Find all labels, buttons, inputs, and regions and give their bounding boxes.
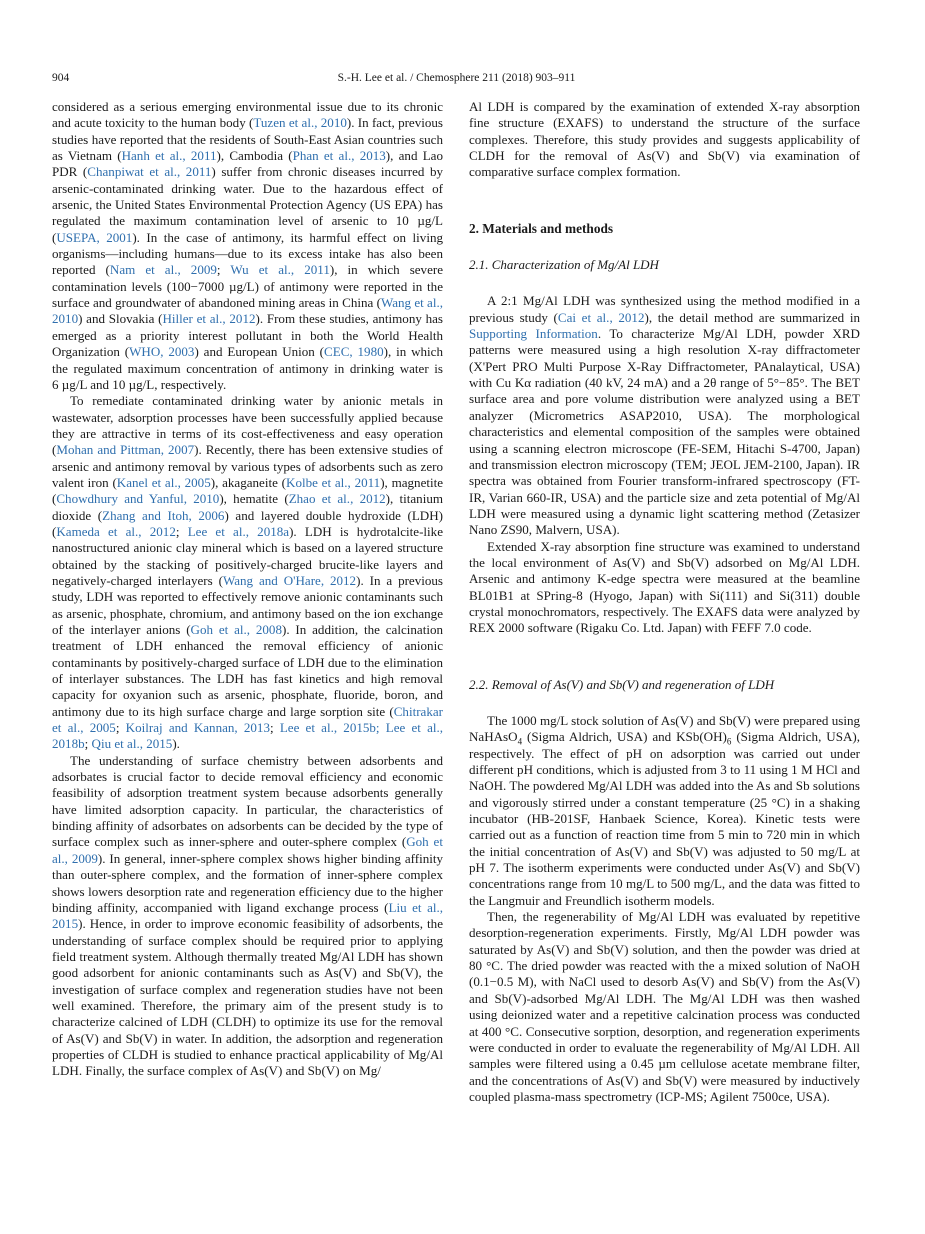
- citation-link[interactable]: Wang and O'Hare, 2012: [222, 572, 357, 588]
- citation-link[interactable]: CEC, 1980: [324, 344, 384, 360]
- citation-link[interactable]: Goh et al., 2009: [52, 834, 443, 866]
- running-title: S.-H. Lee et al. / Chemosphere 211 (2018) 903–911: [337, 72, 576, 84]
- paragraph: Extended X-ray absorption fine structure was examined to understand the local environment of As(V) and Sb(V) adsorbed on Mg/Al LDH. Arsenic and antimony K-edge spectra were measured at the beamline BL01B1 at SPring-8 (Hyogo, Japan) with Si(111) and Si(311) double crystal monochromators, respectively. The EXAFS data were analyzed by REX 2000 software (Rigaku Co. Ltd. Japan) with FEFF 7.0 code.: [469, 538, 860, 636]
- citation-link[interactable]: Liu et al., 2015: [52, 899, 444, 932]
- paragraph: To remediate contaminated drinking water by anionic metals in wastewater, adsorption processes have been successfully applied because they are attractive in terms of its cost-effectiveness and easy operation (Mohan and Pittman, 2007). Recently, there has been extensive studies of arsenic and antimony removal by various types of adsorbents such as zero valent iron (Kanel et al., 2005), akaganeite (Kolbe et al., 2011), magnetite (Chowdhury and Yanful, 2010), hematite (Zhao et al., 2012), titanium dioxide (Zhang and Itoh, 2006) and layered double hydroxide (LDH) (Kameda et al., 2012; Lee et al., 2018a). LDH is hydrotalcite-like nanostructured anionic clay mineral which is based on a layered structure obtained by the stacking of positively-charged brucite-like layers and negatively-charged interlayers (Wang and O'Hare, 2012). In a previous study, LDH was reported to effectively remove anionic contaminants such as arsenic, phosphate, chromium, and antimony based on the ion exchange of the interlayer anions (Goh et al., 2008). In addition, the calcination treatment of LDH enhanced the removal efficiency of anionic contaminants by positively-charged surface of LDH due to the elimination of interlayer substances. The LDH has fast kinetics and high removal capacity for oxyanion such as arsenic, phosphate, fluoride, boron, and antimony due to its high surface charge and large sorption site (Chitrakar et al., 2005; Koilraj and Kannan, 2013; Lee et al., 2015b; Lee et al., 2018b; Qiu et al., 2015).: [52, 393, 444, 752]
- citation-link[interactable]: Chitrakar et al., 2005: [52, 703, 443, 736]
- supporting-information-link[interactable]: Supporting Information: [469, 326, 598, 342]
- paragraph: considered as a serious emerging environmental issue due to its chronic and acute toxicity to the human body (Tuzen et al., 2010). In fact, previous studies have reported that the residents of South-East Asian countries such as Vietnam (Hanh et al., 2011), Cambodia (Phan et al., 2013), and Lao PDR (Chanpiwat et al., 2011) suffer from chronic diseases incurred by arsenic-contaminated drinking water. Due to the hazardous effect of arsenic, the United States Environmental Protection Agency (US EPA) has regulated the maximum contamination level of arsenic to 10 µg/L (USEPA, 2001). In the case of antimony, its harmful effect on living organisms—including humans—due to its excess intake has also been reported (Nam et al., 2009; Wu et al., 2011), in which severe contamination levels (100−7000 µg/L) of antimony were reported in the surface and groundwater of abandoned mining areas in China (Wang et al., 2010) and Slovakia (Hiller et al., 2012). From these studies, antimony has emerged as a priority interest pollutant in both the World Health Organization (WHO, 2003) and European Union (CEC, 1980), in which the regulated maximum concentration of antimony in drinking water is 6 µg/L and 10 µg/L, respectively.: [52, 99, 444, 392]
- citation-link[interactable]: Wang et al., 2010: [52, 295, 443, 327]
- paragraph: The understanding of surface chemistry between adsorbents and adsorbates is crucial factor to decide removal efficiency and economic feasibility of adsorption treatment system because adsorbents generally have limited adsorption capacity. In particular, the characteristics of binding affinity of adsorbates on adsorbents can be decided by the type of surface complex such as inner-sphere and outer-sphere complex (Goh et al., 2009). In general, inner-sphere complex shows higher binding affinity than outer-sphere complex, and the formation of inner-sphere complex shows lowers desorption rate and regeneration efficiency due to the higher binding affinity, accompanied with ligand exchange process (Liu et al., 2015). Hence, in order to improve economic feasibility of adsorbents, the understanding of surface complex should be required prior to applying field treatment system. Although thermally treated Mg/Al LDH has shown good adsorbent for anionic contaminants such as As(V) and Sb(V), the investigation of surface complex and regeneration studies have not been well examined. Therefore, the primary aim of the present study is to characterize calcined of LDH (CLDH) to optimize its use for the removal of As(V) and Sb(V) in water. In addition, the adsorption and regeneration properties of CLDH is studied to enhance practical applicability of Mg/Al LDH. Finally, the surface complex of As(V) and Sb(V) on Mg/: [52, 752, 444, 1079]
- citation-link[interactable]: Chanpiwat et al., 2011: [87, 164, 212, 180]
- right-column: [469, 99, 860, 1105]
- citation-link[interactable]: Kameda et al., 2012: [56, 523, 176, 539]
- citation-link[interactable]: Chowdhury and Yanful, 2010: [56, 491, 220, 507]
- citation-link[interactable]: Cai et al., 2012: [557, 309, 645, 325]
- citation-link[interactable]: Mohan and Pittman, 2007: [56, 442, 195, 458]
- citation-link[interactable]: Lee et al., 2018a: [187, 523, 290, 539]
- citation-link[interactable]: Zhang and Itoh, 2006: [102, 507, 225, 523]
- citation-link[interactable]: USEPA, 2001: [56, 229, 133, 245]
- citation-link[interactable]: Qiu et al., 2015: [91, 736, 173, 752]
- citation-link[interactable]: Kanel et al., 2005: [116, 474, 211, 490]
- citation-link[interactable]: Goh et al., 2008: [190, 622, 282, 637]
- section-heading: 2. Materials and methods: [469, 220, 614, 236]
- subsection-heading: 2.2. Removal of As(V) and Sb(V) and regeneration of LDH: [469, 676, 775, 692]
- citation-link[interactable]: Lee et al., 2015b; Lee et al., 2018b: [52, 720, 444, 752]
- citation-link[interactable]: Nam et al., 2009: [109, 262, 217, 278]
- citation-link[interactable]: Hanh et al., 2011: [121, 148, 217, 164]
- citation-link[interactable]: Kolbe et al., 2011: [286, 474, 381, 490]
- paragraph: A 2:1 Mg/Al LDH was synthesized using the method modified in a previous study (Cai et al., 2012), the detail method are summarized in Supporting Information. To characterize Mg/Al LDH, powder XRD patterns were measured using a high resolution X-ray diffractometer (X'Pert PRO Multi Purpose X-Ray Diffractometer, PAnalaytical, USA) with Cu Kα radiation (40 kV, 24 mA) and a 2θ range of 5°−85°. The BET surface area and pore volume distribution were analyzed using a BET analyzer (Micrometrics ASAP2010, USA). The morphological characteristics and elemental composition of the samples were obtained using a scanning electron microscope (FE-SEM, Hitachi S-4700, Japan) and transmission electron microscopy (TEM; JEOL JEM-2100, Japan). IR spectra was obtained from Fourier transform-infrared spectroscopy (FT-IR, Varian 660-IR, USA) and the particle size and zeta potential of Mg/Al LDH were measured using a dynamic light scattering method (Zetasizer Nano ZS90, Malvern, USA).: [469, 293, 860, 538]
- paragraph: Al LDH is compared by the examination of extended X-ray absorption fine structure (EXAFS) to understand the structure of the surface complexes. Therefore, this study provides and suggests applicability of CLDH for the removal of As(V) and Sb(V) via examination of comparative surface complex formation.: [469, 99, 860, 180]
- paragraph: Then, the regenerability of Mg/Al LDH was evaluated by repetitive desorption-regeneration experiments. Firstly, Mg/Al LDH powder was saturated by As(V) and Sb(V) solution, and then the powder was dried at 80 °C. The dried powder was reacted with the a mixed solution of NaOH (0.1−0.5 M), with NaCl used to desorb As(V) and Sb(V) from the As(V) and Sb(V)-adsorbed Mg/Al LDH. The Mg/Al LDH was then washed using deionized water and a repetitive calcination process was conducted at 400 °C. Consecutive sorption, desorption, and regeneration experiments were conducted in order to evaluate the regenerability of Mg/Al LDH. All samples were filtered using a 0.45 µm cellulose acetate membrane filter, and the concentrations of As(V) and Sb(V) were measured by inductively coupled plasma-mass spectrometry (ICP-MS; Agilent 7500ce, USA).: [469, 909, 860, 1104]
- page-number: 904: [52, 72, 70, 84]
- citation-link[interactable]: Tuzen et al., 2010: [253, 115, 347, 131]
- subsection-heading: 2.1. Characterization of Mg/Al LDH: [469, 257, 659, 273]
- paragraph: The 1000 mg/L stock solution of As(V) and Sb(V) were prepared using NaHAsO$_4$ (Sigma Aldrich, USA) and $KSb(OH)_6$ (Sigma Aldrich, USA), respectively. The effect of pH on adsorption was carried out under different pH conditions, which is adjusted from 3 to 11 using 1 M HCl and NaOH. The powdered Mg/Al LDH was added into the As and Sb solutions and vigorously stirred under a constant temperature (25 °C) in a shaking incubator (HB-201SF, Hanbaek Science, Korea). Kinetic tests were carried out as a function of reaction time from 5 min to 720 min in which the initial concentration of As(V) and Sb(V) was adjusted to 50 mg/L at pH 7. The isotherm experiments were conducted under As(V) and Sb(V) concentrations range from 10 mg/L to 500 mg/L, and the data was fitted to the Langmuir and Freundlich isotherm models.: [469, 712, 860, 908]
- citation-link[interactable]: Koilraj and Kannan, 2013: [125, 720, 270, 736]
- citation-link[interactable]: Hiller et al., 2012: [162, 311, 256, 327]
- running-header: [52, 72, 861, 88]
- citation-link[interactable]: Zhao et al., 2012: [288, 491, 386, 507]
- left-column: [52, 99, 443, 1080]
- citation-link[interactable]: WHO, 2003: [129, 344, 195, 360]
- citation-link[interactable]: Wu et al., 2011: [230, 262, 330, 278]
- citation-link[interactable]: Phan et al., 2013: [292, 148, 386, 164]
